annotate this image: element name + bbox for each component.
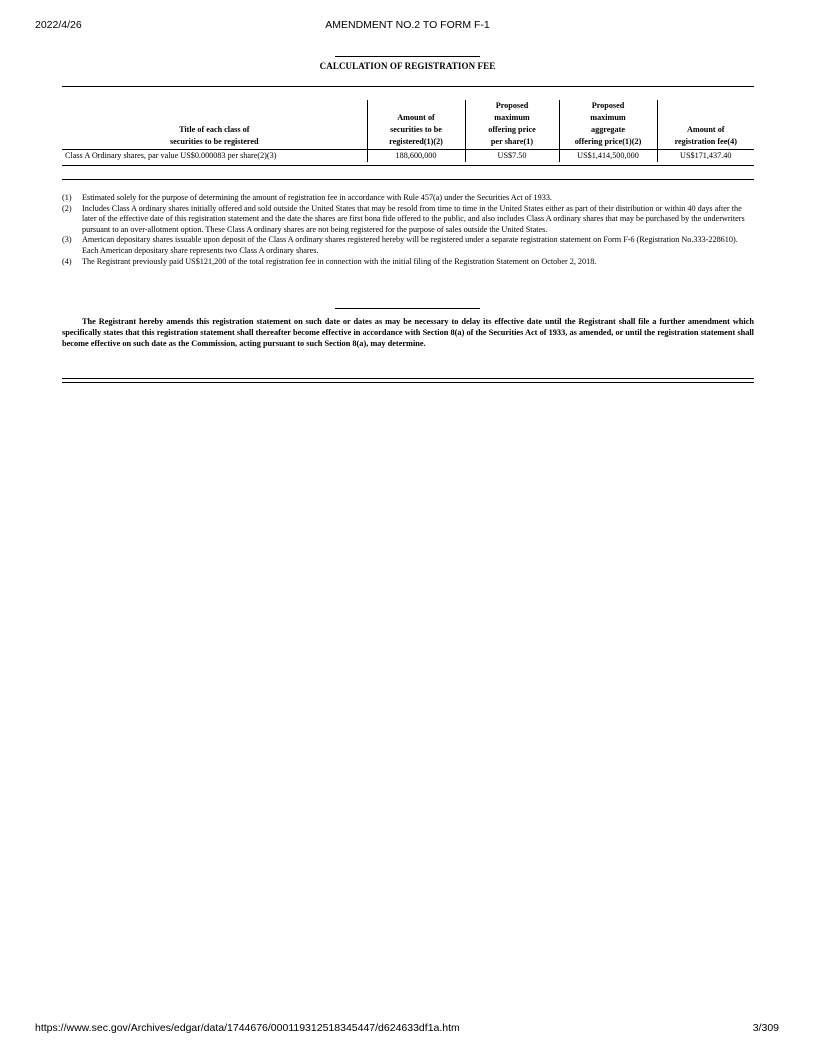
section-title: CALCULATION OF REGISTRATION FEE bbox=[319, 61, 496, 71]
cell-title-of-class: Class A Ordinary shares, par value US$0.000083 per share(2)(3) bbox=[65, 151, 277, 160]
statement-rule bbox=[335, 308, 480, 309]
list-item: (4) The Registrant previously paid US$121,200 of the total registration fee in connection with the initial filing of the Registration Statement on October 2, 2018. bbox=[62, 256, 597, 266]
registration-fee-table bbox=[62, 100, 754, 162]
end-rule-top bbox=[62, 378, 754, 379]
cell-registration-fee: US$171,437.40 bbox=[657, 150, 754, 163]
end-rule-bottom bbox=[62, 382, 754, 383]
list-item: (1) Estimated solely for the purpose of determining the amount of registration fee in accordance with Rule 457(a) under the Securities Act of 1933. bbox=[62, 193, 552, 202]
cell-max-offering-price: US$7.50 bbox=[465, 150, 559, 163]
footnotes bbox=[62, 193, 754, 267]
header-max-offering-price: Proposed maximum offering price per share(1) bbox=[465, 100, 559, 150]
table-bottom-rule bbox=[62, 165, 754, 166]
list-item: (3) American depositary shares issuable upon deposit of the Class A ordinary shares registered hereby will be registered under a separate registration statement on Form F-6 (Registration No.333-228610). Each American depositary share represents two Class A ordinary shares. bbox=[62, 235, 738, 255]
cell-amount-registered: 188,600,000 bbox=[367, 150, 465, 163]
print-date: 2022/4/26 bbox=[35, 19, 82, 31]
page-number: 3/309 bbox=[752, 1022, 779, 1034]
notes-top-rule bbox=[62, 179, 754, 180]
header-aggregate-offering-price: Proposed maximum aggregate offering price(1)(2) bbox=[559, 100, 657, 150]
list-item: (2) Includes Class A ordinary shares initially offered and sold outside the United States that may be resold from time to time in the United States either as part of their distribution or within 40 days after the later of the effective date of this registration statement and the date the shares are first bona fide offered to the public, and also includes Class A ordinary shares that may be purchased by the underwriters pursuant to an over-allotment option. These Class A ordinary shares are not being registered for the purpose of sales outside the United States. bbox=[62, 203, 745, 234]
table-row bbox=[62, 150, 754, 163]
source-url: https://www.sec.gov/Archives/edgar/data/1744676/000119312518345447/d624633df1a.htm bbox=[35, 1022, 460, 1034]
header-title-of-class: Title of each class of securities to be registered bbox=[62, 100, 367, 150]
header-amount-registered: Amount of securities to be registered(1)(2) bbox=[367, 100, 465, 150]
table-top-rule bbox=[62, 86, 754, 87]
title-rule bbox=[335, 56, 480, 57]
table-header-row bbox=[62, 100, 754, 150]
print-header-title: AMENDMENT NO.2 TO FORM F-1 bbox=[325, 19, 490, 31]
cell-aggregate-offering-price: US$1,414,500,000 bbox=[559, 150, 657, 163]
header-registration-fee: Amount of registration fee(4) bbox=[657, 100, 754, 150]
amendment-statement: The Registrant hereby amends this registration statement on such date or dates as may be necessary to delay its effective date until the Registrant shall file a further amendment which specifically states that this registration statement shall thereafter become effective in accordance with Section 8(a) of the Securities Act of 1933, as amended, or until the registration statement shall become effective on such date as the Commission, acting pursuant to such Section 8(a), may determine. bbox=[62, 317, 754, 348]
